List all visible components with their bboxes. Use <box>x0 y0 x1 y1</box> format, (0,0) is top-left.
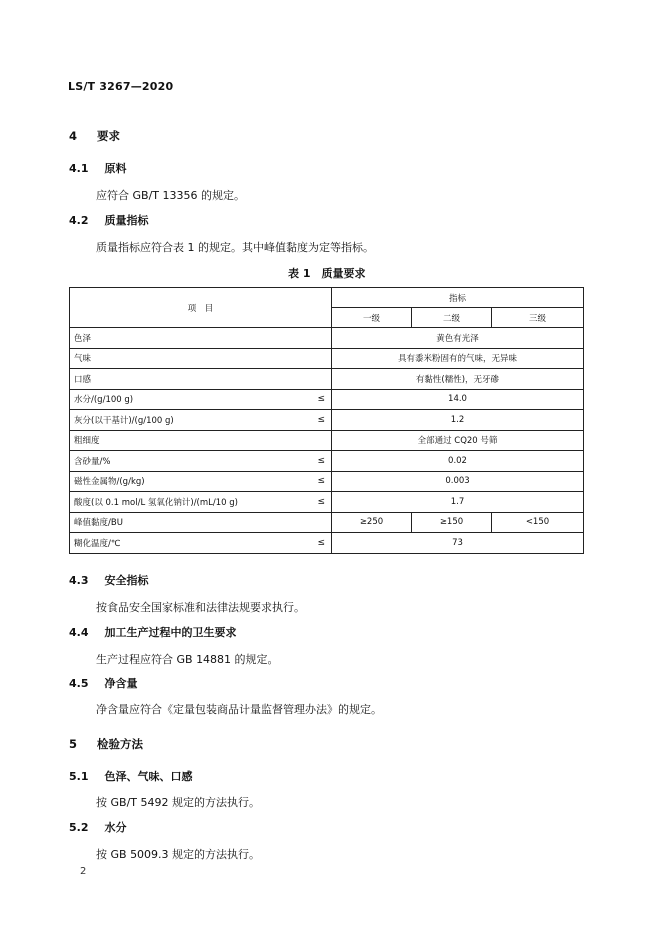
section-title: 检验方法 <box>97 737 144 751</box>
row-symbol: ≤ <box>317 496 325 507</box>
section-title: 水分 <box>104 821 127 834</box>
header-grade-1: 一级 <box>332 308 412 328</box>
row-value: 0.02 <box>332 451 584 472</box>
table-row <box>70 512 584 533</box>
row-value: 1.7 <box>332 492 584 513</box>
section-title: 加工生产过程中的卫生要求 <box>104 626 237 639</box>
row-item-cell <box>70 533 332 554</box>
section-title: 净含量 <box>104 677 138 690</box>
row-symbol: ≤ <box>317 455 325 466</box>
row-item: 糊化温度/℃ <box>74 538 121 549</box>
section-4-2-text: 质量指标应符合表 1 的规定。其中峰值黏度为定等指标。 <box>96 241 374 254</box>
row-value: 黄色有光泽 <box>332 328 584 349</box>
row-grade-value: ≥150 <box>412 512 492 533</box>
section-title: 色泽、气味、口感 <box>104 770 193 783</box>
table-row <box>70 533 584 554</box>
header-item: 项 目 <box>70 288 332 328</box>
row-item: 磁性金属物/(g/kg) <box>74 477 145 488</box>
section-number: 4.3 <box>69 574 89 587</box>
row-value: 1.2 <box>332 410 584 431</box>
row-item: 口感 <box>70 369 332 390</box>
section-4-heading <box>69 128 120 144</box>
section-5-1-heading <box>69 768 193 784</box>
table-title: 表 1 质量要求 <box>288 267 366 280</box>
section-title: 安全指标 <box>104 574 149 587</box>
header-index: 指标 <box>332 288 584 308</box>
section-4-1-heading <box>69 160 127 176</box>
document-code: LS/T 3267—2020 <box>68 80 174 93</box>
row-grade-value: <150 <box>492 512 584 533</box>
section-4-3-heading <box>69 572 149 588</box>
row-grade-value: ≥250 <box>332 512 412 533</box>
row-item: 峰值黏度/BU <box>70 512 332 533</box>
row-item: 含砂量/% <box>74 456 111 467</box>
row-item: 酸度(以 0.1 mol/L 氢氧化钠计)/(mL/10 g) <box>74 497 238 508</box>
section-number: 4.2 <box>69 214 89 227</box>
row-symbol: ≤ <box>317 414 325 425</box>
section-title: 要求 <box>97 129 121 143</box>
row-item-cell <box>70 451 332 472</box>
section-5-2-heading <box>69 819 127 835</box>
row-value: 全部通过 CQ20 号筛 <box>332 430 584 451</box>
page-number: 2 <box>80 866 87 877</box>
quality-requirements-table <box>69 287 584 554</box>
section-4-3-text: 按食品安全国家标准和法律法规要求执行。 <box>96 601 305 614</box>
section-4-5-text: 净含量应符合《定量包装商品计量监督管理办法》的规定。 <box>96 703 382 716</box>
header-grade-2: 二级 <box>412 308 492 328</box>
section-4-5-heading <box>69 675 138 691</box>
table-header-row <box>70 288 584 308</box>
section-5-2-text: 按 GB 5009.3 规定的方法执行。 <box>96 848 261 861</box>
row-value: 具有黍米粉固有的气味，无异味 <box>332 348 584 369</box>
section-number: 4 <box>69 129 78 143</box>
section-5-heading <box>69 736 143 752</box>
row-item: 水分/(g/100 g) <box>74 395 134 406</box>
section-number: 5.2 <box>69 821 89 834</box>
section-4-1-text: 应符合 GB/T 13356 的规定。 <box>96 189 245 202</box>
table-row <box>70 389 584 410</box>
row-value: 有黏性(糯性)，无牙碜 <box>332 369 584 390</box>
header-grade-3: 三级 <box>492 308 584 328</box>
section-4-4-heading <box>69 624 237 640</box>
table-row <box>70 369 584 390</box>
row-item-cell <box>70 389 332 410</box>
row-item: 色泽 <box>70 328 332 349</box>
table-row <box>70 410 584 431</box>
row-item-cell <box>70 471 332 492</box>
row-symbol: ≤ <box>317 537 325 548</box>
section-title: 原料 <box>104 162 127 175</box>
row-item-cell <box>70 410 332 431</box>
row-item: 灰分(以干基计)/(g/100 g) <box>74 415 174 426</box>
section-number: 5.1 <box>69 770 89 783</box>
table-row <box>70 492 584 513</box>
section-number: 4.5 <box>69 677 89 690</box>
row-value: 0.003 <box>332 471 584 492</box>
section-4-4-text: 生产过程应符合 GB 14881 的规定。 <box>96 653 279 666</box>
row-item: 粗细度 <box>70 430 332 451</box>
table-row <box>70 430 584 451</box>
row-value: 73 <box>332 533 584 554</box>
row-item-cell <box>70 492 332 513</box>
section-number: 4.4 <box>69 626 89 639</box>
table-row <box>70 451 584 472</box>
section-title: 质量指标 <box>104 214 149 227</box>
table-row <box>70 348 584 369</box>
section-5-1-text: 按 GB/T 5492 规定的方法执行。 <box>96 796 260 809</box>
table-row <box>70 471 584 492</box>
section-number: 5 <box>69 737 78 751</box>
row-item: 气味 <box>70 348 332 369</box>
section-4-2-heading <box>69 212 149 228</box>
section-number: 4.1 <box>69 162 89 175</box>
row-value: 14.0 <box>332 389 584 410</box>
row-symbol: ≤ <box>317 476 325 487</box>
row-symbol: ≤ <box>317 394 325 405</box>
table-row <box>70 328 584 349</box>
